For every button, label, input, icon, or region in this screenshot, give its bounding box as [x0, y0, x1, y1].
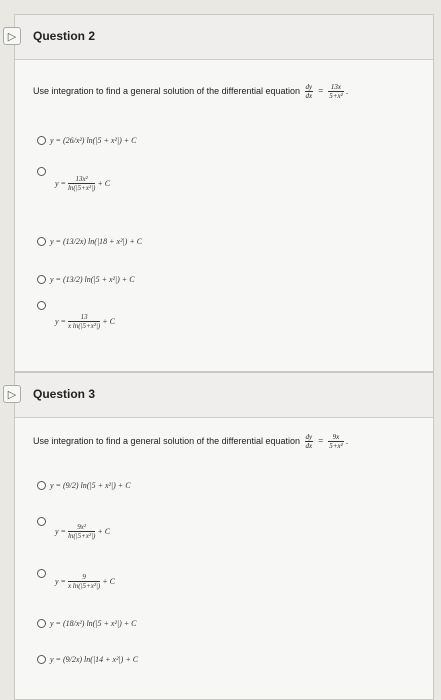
question-3-prompt-text: Use integration to find a general solution of the differential equation — [33, 435, 301, 446]
radio-button[interactable] — [37, 655, 46, 664]
rhs-fraction: $\frac{13x}{\text{5+x²}}$ — [329, 83, 343, 100]
radio-button[interactable] — [37, 237, 46, 246]
question-2-card — [7, 14, 434, 372]
q3-option-3[interactable]: y = $\frac{9}{\text{x ln(|5+x²|)}}$ + C — [55, 573, 115, 590]
question-3-title: Question 3 — [33, 387, 96, 401]
question-3-prompt: Use integration to find a general solution of the differential equation $\frac{dy}{dx}$ = $\frac{9x}{\text{5+x²}}$ . — [33, 433, 349, 450]
flag-icon[interactable]: ▷ — [3, 385, 21, 403]
q2-option-3[interactable]: y = (13/2x) ln(|18 + x²|) + C — [37, 231, 142, 251]
radio-button[interactable] — [37, 619, 46, 628]
q2-option-2-radio[interactable] — [37, 167, 46, 176]
q3-option-4[interactable]: y = (18/x²) ln(|5 + x²|) + C — [37, 613, 136, 633]
q2-option-4[interactable]: y = (13/2) ln(|5 + x²|) + C — [37, 269, 135, 289]
flag-icon[interactable]: ▷ — [3, 27, 21, 45]
question-3-header — [7, 373, 433, 418]
radio-button[interactable] — [37, 275, 46, 284]
q3-option-2[interactable]: y = $\frac{\text{9x²}}{\text{ln(|5+x²|)}}$ + C — [55, 523, 111, 540]
q3-option-1[interactable]: y = (9/2) ln(|5 + x²|) + C — [37, 475, 131, 495]
question-3-card — [7, 372, 434, 700]
q3-option-2-radio[interactable] — [37, 517, 46, 526]
question-2-title: Question 2 — [33, 29, 96, 43]
question-2-prompt: Use integration to find a general solution of the differential equation $\frac{dy}{dx}$ = $\frac{13x}{\text{5+x²}}$ . — [33, 83, 349, 100]
q2-option-1[interactable]: y = (26/x²) ln(|5 + x²|) + C — [37, 130, 136, 150]
radio-button[interactable] — [37, 136, 46, 145]
radio-button[interactable] — [37, 481, 46, 490]
q2-option-2[interactable]: y = $\frac{\text{13x²}}{\text{ln(|5+x²|)}}$ + C — [55, 175, 111, 192]
question-2-header — [7, 15, 433, 60]
question-2-prompt-text: Use integration to find a general solution of the differential equation — [33, 85, 301, 96]
q3-option-5[interactable]: y = (9/2x) ln(|14 + x²|) + C — [37, 649, 138, 669]
rhs-fraction: $\frac{9x}{\text{5+x²}}$ — [329, 433, 343, 450]
q2-option-5-radio[interactable] — [37, 301, 46, 310]
dy-dx-fraction: $\frac{dy}{dx}$ — [305, 83, 313, 100]
q2-option-5[interactable]: y = $\frac{13}{\text{x ln(|5+x²|)}}$ + C — [55, 313, 115, 330]
dy-dx-fraction: $\frac{dy}{dx}$ — [305, 433, 313, 450]
q3-option-3-radio[interactable] — [37, 569, 46, 578]
